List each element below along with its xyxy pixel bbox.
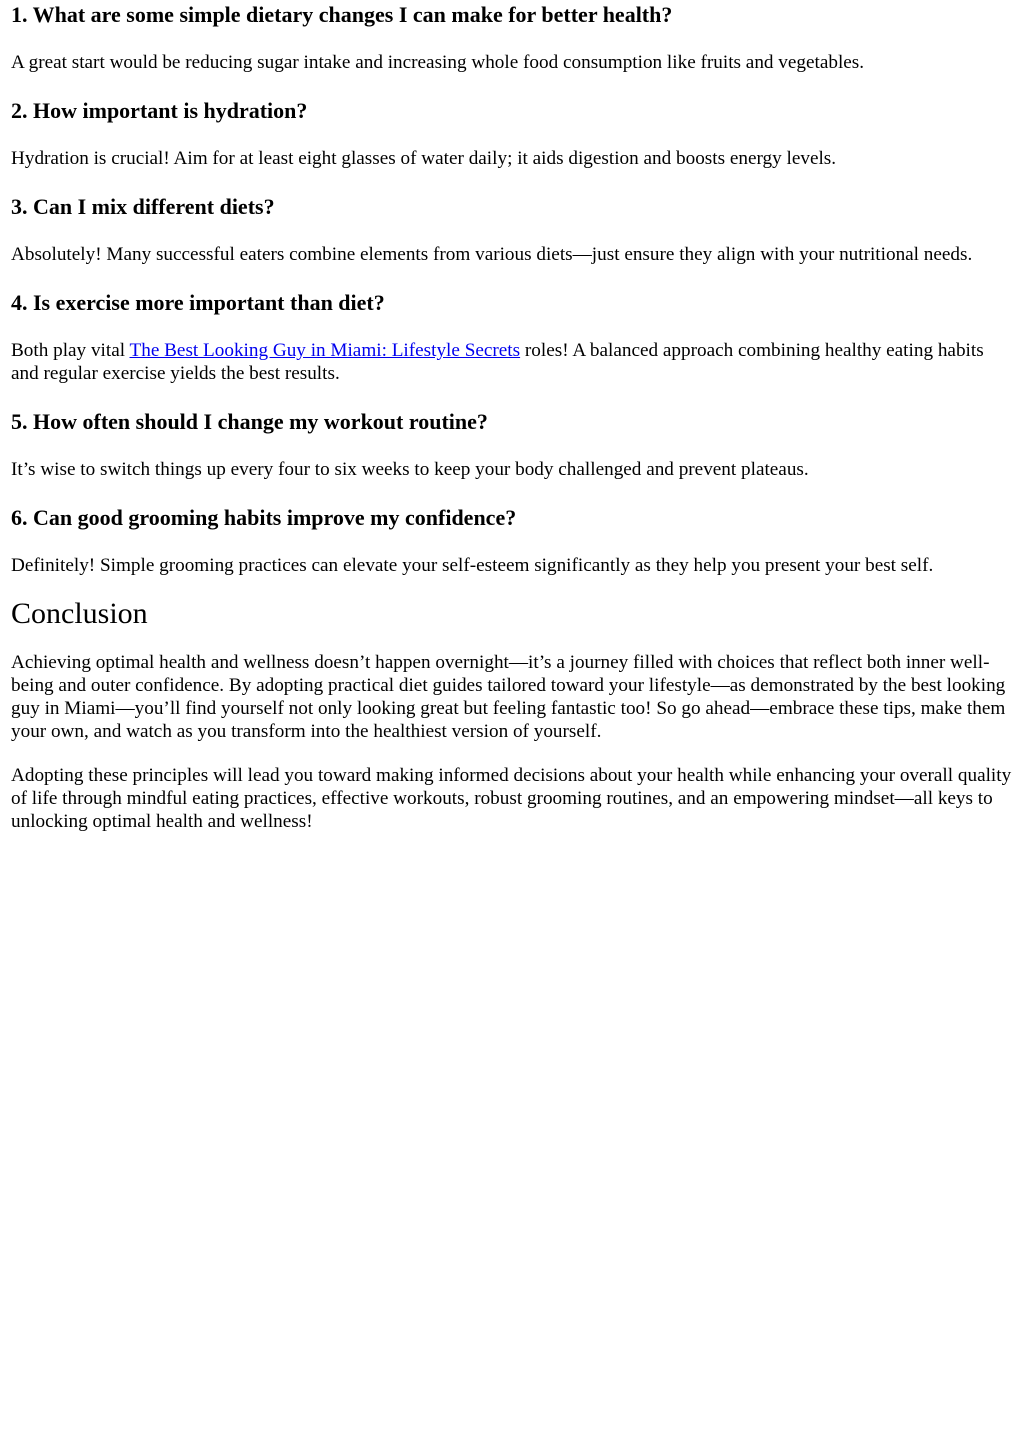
conclusion-heading: Conclusion <box>11 597 148 630</box>
faq-question: 3. Can I mix different diets? <box>11 194 275 219</box>
faq-answer: A great start would be reducing sugar intake and increasing whole food consumption like fruits and vegetables. <box>11 52 865 73</box>
faq-answer-text: Both play vital <box>11 340 130 361</box>
faq-question: 6. Can good grooming habits improve my confidence? <box>11 505 517 530</box>
faq-question: 1. What are some simple dietary changes I can make for better health? <box>11 2 673 27</box>
faq-item-4 <box>11 288 1014 385</box>
conclusion-section <box>11 597 1014 833</box>
conclusion-paragraph: Adopting these principles will lead you toward making informed decisions about your health while enhancing your overall quality of life through mindful eating practices, effective workouts, robust grooming routines, and an empowering mindset—all keys to unlocking optimal health and wellness! <box>11 765 1012 832</box>
lifestyle-secrets-link[interactable]: The Best Looking Guy in Miami: Lifestyle Secrets <box>129 340 521 361</box>
faq-answer: Absolutely! Many successful eaters combine elements from various diets—just ensure they align with your nutritional needs. <box>11 244 973 265</box>
faq-item-6 <box>11 503 1014 577</box>
faq-question: 5. How often should I change my workout routine? <box>11 409 488 434</box>
faq-item-3 <box>11 192 1014 266</box>
faq-item-1 <box>11 0 1014 74</box>
faq-item-2 <box>11 96 1014 170</box>
faq-question: 2. How important is hydration? <box>11 98 308 123</box>
faq-answer-text: roles! A balanced approach combining healthy eating habits and regular exercise yields the best results. <box>11 340 984 384</box>
faq-question: 4. Is exercise more important than diet? <box>11 290 385 315</box>
conclusion-paragraph: Achieving optimal health and wellness doesn’t happen overnight—it’s a journey filled with choices that reflect both inner well-being and outer confidence. By adopting practical diet guides tailored toward your lifestyle—as demonstrated by the best looking guy in Miami—you’ll find yourself not only looking great but feeling fantastic too! So go ahead—embrace these tips, make them your own, and watch as you transform into the healthiest version of yourself. <box>11 652 1006 742</box>
faq-item-5 <box>11 407 1014 481</box>
faq-answer <box>11 339 1014 385</box>
faq-answer: Hydration is crucial! Aim for at least eight glasses of water daily; it aids digestion and boosts energy levels. <box>11 148 837 169</box>
faq-answer: Definitely! Simple grooming practices can elevate your self-esteem significantly as they help you present your best self. <box>11 555 934 576</box>
faq-answer: It’s wise to switch things up every four to six weeks to keep your body challenged and prevent plateaus. <box>11 459 809 480</box>
